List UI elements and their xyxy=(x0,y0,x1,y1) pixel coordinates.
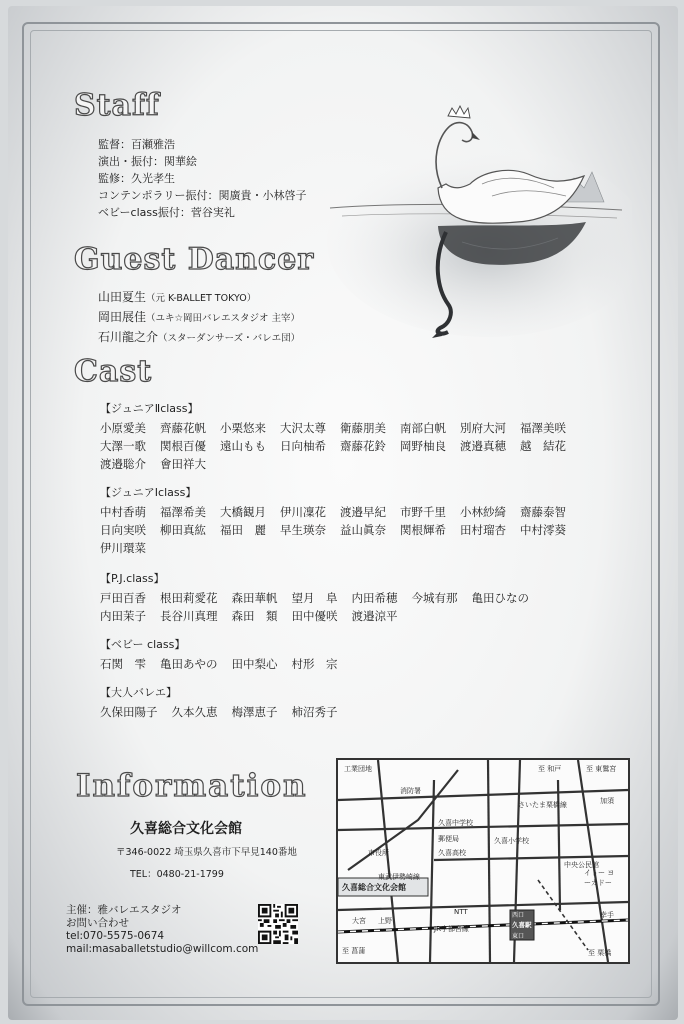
staff-line: ベビーclass振付：菅谷実礼 xyxy=(98,206,235,219)
cast-group-title: 【ジュニアⅡclass】 xyxy=(100,402,199,415)
cast-member-name: 内田茉子 xyxy=(100,609,146,623)
cast-member-name: 田中優咲 xyxy=(291,609,338,623)
map-label: 中央公民館 xyxy=(564,861,599,869)
cast-group-title: 【P.J.class】 xyxy=(100,572,165,585)
cast-member-name: 齋藤花鈴 xyxy=(340,439,386,453)
guest-affiliation: （元 K-BALLET TOKYO） xyxy=(146,293,257,304)
map-label: 至 栗橋 xyxy=(588,949,612,957)
staff-list xyxy=(98,136,306,221)
cast-member-name: 大橋観月 xyxy=(220,505,266,519)
map-label: NTT xyxy=(454,908,468,916)
map-east-exit: 東口 xyxy=(512,933,525,940)
map-label: 東武伊勢崎線 xyxy=(378,873,420,881)
cast-member-name: 関根百優 xyxy=(160,439,206,453)
venue-map xyxy=(336,758,630,964)
cast-member-name: 中村香萌 xyxy=(100,505,146,519)
guest-line xyxy=(98,328,300,348)
map-label: 久喜小学校 xyxy=(494,837,529,845)
cast-member-name: 久保田陽子 xyxy=(100,705,158,719)
guest-list xyxy=(98,288,300,348)
map-west-exit: 西口 xyxy=(512,912,525,919)
venue-address: 〒346-0022 埼玉県久喜市下早見140番地 xyxy=(116,847,297,858)
guest-name: 山田夏生 xyxy=(98,290,147,304)
cast-member-name: 大沢太尊 xyxy=(280,421,326,435)
cast-member-name: 日向実咲 xyxy=(100,523,146,537)
map-label: さいたま栗橋線 xyxy=(518,801,567,809)
organizer-host: 主催：雅バレエスタジオ xyxy=(66,904,182,916)
cast-names xyxy=(100,504,586,556)
cast-member-name: 福澤美咲 xyxy=(520,421,566,435)
guest-line xyxy=(98,288,300,308)
cast-member-name: 伊川環菜 xyxy=(100,541,146,555)
cast-member-name: 益山眞奈 xyxy=(340,523,386,537)
cast-member-name: 長谷川真理 xyxy=(160,609,218,623)
cast-member-name: 田中梨心 xyxy=(231,657,278,671)
cast-group-title: 【ジュニアⅠclass】 xyxy=(100,486,197,499)
cast-group-junior2 xyxy=(100,400,586,472)
map-label: JR宇都宮線 xyxy=(434,925,469,933)
cast-member-name: 福田 麗 xyxy=(220,523,266,537)
cast-member-name: 市野千里 xyxy=(400,505,446,519)
cast-member-name: 柳田真紘 xyxy=(160,523,206,537)
map-station-label: 久喜駅 xyxy=(512,921,532,929)
map-label: 消防署 xyxy=(400,787,421,795)
cast-member-name: 小栗悠来 xyxy=(220,421,266,435)
cast-member-name: 関根輝希 xyxy=(400,523,446,537)
cast-member-name: 今城有那 xyxy=(411,591,458,605)
guest-affiliation: （スターダンサーズ・バレエ団） xyxy=(158,333,301,344)
cast-member-name: 別府大河 xyxy=(460,421,506,435)
cast-member-name: 亀田ひなの xyxy=(471,591,529,605)
organizer-info xyxy=(66,904,258,956)
map-label: 市役所 xyxy=(368,849,389,857)
staff-line: 監修：久光孝生 xyxy=(98,172,175,185)
cast-member-name: 遠山もも xyxy=(220,439,266,453)
staff-line: コンテンポラリー振付：関廣貴・小林啓子 xyxy=(98,189,307,202)
guest-affiliation: （ユキ☆岡田バレエスタジオ 主宰） xyxy=(146,313,301,324)
cast-member-name: 中村澪葵 xyxy=(520,523,566,537)
cast-member-name: 福澤希美 xyxy=(160,505,206,519)
cast-group-title: 【ベビー class】 xyxy=(100,638,186,651)
cast-member-name: 森田 類 xyxy=(231,609,278,623)
map-label: 至 和戸 xyxy=(538,765,562,773)
contact-tel: tel:070-5575-0674 xyxy=(66,930,165,942)
cast-member-name: 久本久恵 xyxy=(171,705,218,719)
cast-member-name: 小原愛美 xyxy=(100,421,146,435)
guest-dancer-heading: Guest Dancer xyxy=(74,242,315,277)
map-label: 加須 xyxy=(600,797,614,805)
cast-names xyxy=(100,704,586,720)
cast-member-name: 伊川凜花 xyxy=(280,505,326,519)
cast-names xyxy=(100,590,586,624)
guest-name: 石川龍之介 xyxy=(98,330,159,344)
staff-line: 監督：百瀬雅浩 xyxy=(98,138,175,151)
cast-member-name: 田村瑠杏 xyxy=(460,523,506,537)
cast-member-name: 望月 阜 xyxy=(291,591,338,605)
cast-group-adult xyxy=(100,684,586,720)
guest-line xyxy=(98,308,300,328)
cast-member-name: 南部白帆 xyxy=(400,421,446,435)
cast-group-baby xyxy=(100,636,586,672)
cast-names xyxy=(100,656,586,672)
cast-member-name: 根田莉愛花 xyxy=(160,591,218,605)
cast-member-name: 森田華帆 xyxy=(231,591,278,605)
cast-member-name: 内田希穂 xyxy=(351,591,398,605)
map-label: 久喜高校 xyxy=(438,849,466,857)
map-label: 郵便局 xyxy=(438,835,459,843)
swan-illustration xyxy=(322,92,632,354)
map-label: 大宮 xyxy=(352,917,366,925)
cast-member-name: 石関 雫 xyxy=(100,657,146,671)
cast-member-name: 大澤一歌 xyxy=(100,439,146,453)
cast-member-name: 小林紗綺 xyxy=(460,505,506,519)
map-label: 上野 xyxy=(378,917,392,925)
cast-member-name: 越 結花 xyxy=(520,439,566,453)
cast-member-name: 渡邉早紀 xyxy=(340,505,386,519)
staff-heading: Staff xyxy=(74,88,160,123)
cast-member-name: 渡邉真穂 xyxy=(460,439,506,453)
cast-member-name: 齋藤泰智 xyxy=(520,505,566,519)
map-label: イトー ヨーカドー xyxy=(584,869,615,887)
map-label: 至 東鷲宮 xyxy=(586,765,617,773)
guest-name: 岡田展佳 xyxy=(98,310,147,324)
cast-member-name: 村形 宗 xyxy=(291,657,338,671)
staff-line: 演出・振付：関華絵 xyxy=(98,155,197,168)
cast-group-junior1 xyxy=(100,484,586,556)
cast-group-pj xyxy=(100,570,586,624)
contact-mail: mail:masaballetstudio@willcom.com xyxy=(66,943,259,955)
venue-name: 久喜総合文化会館 xyxy=(130,821,242,837)
map-venue-label: 久喜総合文化会館 xyxy=(342,883,406,892)
cast-heading: Cast xyxy=(74,354,153,389)
cast-member-name: 渡邉涼平 xyxy=(351,609,398,623)
information-heading: Information xyxy=(76,768,308,804)
cast-member-name: 衛藤朋美 xyxy=(340,421,386,435)
cast-member-name: 岡野柚良 xyxy=(400,439,446,453)
cast-member-name: 梅澤恵子 xyxy=(231,705,278,719)
cast-member-name: 亀田あやの xyxy=(160,657,218,671)
cast-member-name: 柿沼秀子 xyxy=(291,705,338,719)
map-label: 幸手 xyxy=(600,911,614,919)
venue-info xyxy=(116,818,297,880)
cast-member-name: 戸田百香 xyxy=(100,591,146,605)
qr-code-icon[interactable] xyxy=(258,904,298,944)
venue-tel: TEL：0480-21-1799 xyxy=(130,869,224,880)
contact-label: お問い合わせ xyxy=(66,917,129,929)
cast-member-name: 齊藤花帆 xyxy=(160,421,206,435)
cast-member-name: 日向柚希 xyxy=(280,439,326,453)
map-label: 工業団地 xyxy=(344,765,372,773)
map-label: 久喜中学校 xyxy=(438,819,473,827)
cast-member-name: 會田祥大 xyxy=(160,457,206,471)
cast-member-name: 渡邉聡介 xyxy=(100,457,146,471)
map-label: 至 菖蒲 xyxy=(342,947,366,955)
cast-group-title: 【大人バレエ】 xyxy=(100,686,177,699)
cast-names xyxy=(100,420,586,472)
cast-member-name: 早生瑛奈 xyxy=(280,523,326,537)
